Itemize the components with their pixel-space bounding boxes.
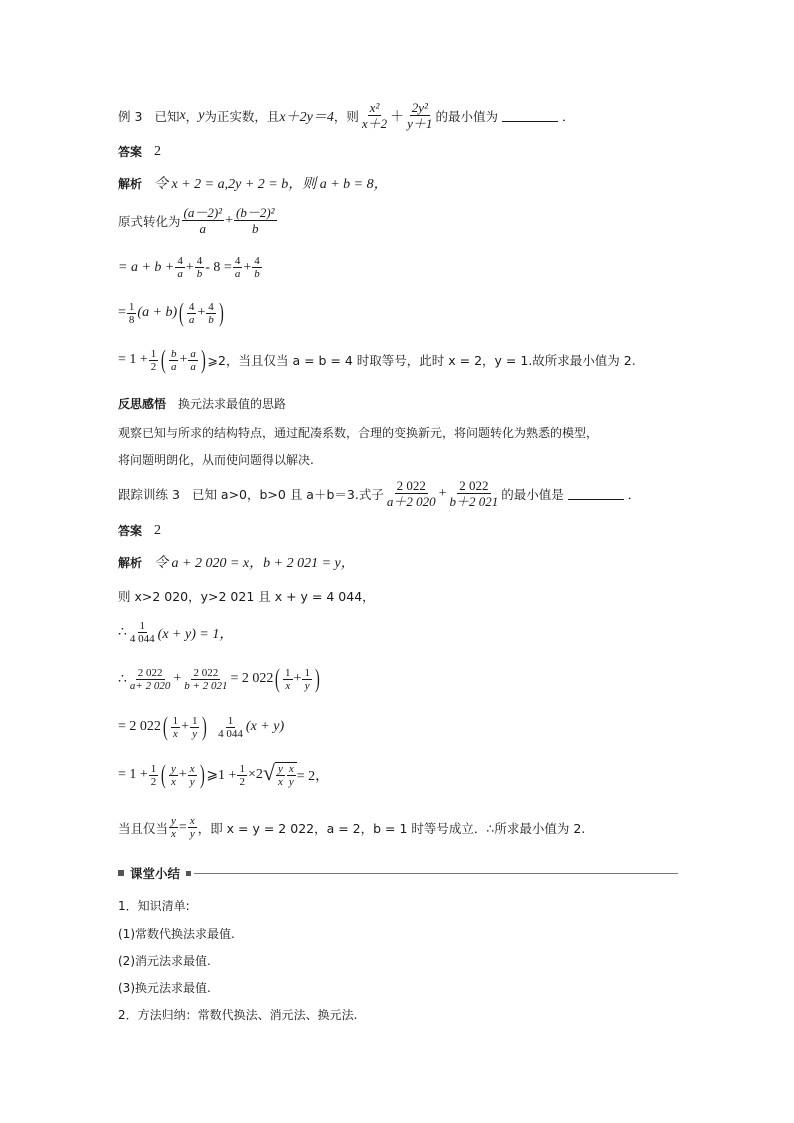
answer-label: 答案 (118, 524, 143, 538)
comma: ， (185, 108, 199, 124)
divider (194, 873, 678, 874)
answer-label: 答案 (118, 145, 143, 159)
solution-2-line-1 (118, 552, 355, 572)
solution-1-line-3: = a + b + $\frac{4}{a}$ + $\frac{4}{b}$ - 8 = $\frac{4}{a}$ + $\frac{4}{b}$ (118, 255, 260, 280)
reflection-heading (118, 395, 286, 412)
example-label: 例 3 (118, 108, 143, 124)
solution-2-line-4: ∴ $\frac{2 022}{a+ 2 020}$ + $\frac{2 022}{b + 2 021}$ = 2 022 ( $\frac{1}{x}$ + $\frac{1}{y}$ ) (118, 664, 320, 693)
plus-sign: ＋ (390, 109, 405, 125)
fraction-b: $\frac{\text{(b－2)²}}{b}$ (235, 205, 275, 236)
expr-a-plus-b: = a + b + (118, 259, 175, 275)
example-text-d: 的最小值为 (435, 108, 498, 124)
transform-prefix: 原式转化为 (118, 213, 181, 229)
exercise-label: 跟踪训练 3 (118, 486, 180, 502)
sqrt-symbol: √ $\frac{y}{x}$ $\frac{x}{y}$ (263, 762, 297, 788)
answer-2 (118, 522, 161, 539)
solution-label: 解析 (118, 555, 143, 570)
solution-2-line-5: = 2 022 ( $\frac{1}{x}$ + $\frac{1}{y}$ ) $\frac{1}{4 044}$ (x + y) (118, 712, 285, 741)
solution-1-line-5: = 1 + $\frac{1}{2}$ ( $\frac{b}{a}$ + $\frac{a}{a}$ ) ⩾2，当且仅当 a = b = 4 时取等号，此时 x = 2，y = 1.故所求最小值为 2. (118, 345, 636, 374)
exercise-text-b: 的最小值是 (501, 486, 564, 502)
solution-1-substitution: 令 x + 2 = a,2y + 2 = b，则 a + b = 8， (154, 177, 388, 192)
answer-blank (502, 109, 558, 122)
period: ． (561, 108, 575, 124)
solution-1-line-1 (118, 173, 388, 193)
answer-value: 2 (154, 522, 162, 538)
reflection-title: 换元法求最值的思路 (178, 397, 287, 411)
square-bullet-icon (118, 870, 124, 876)
reflection-line-1: 观察已知与所求的结构特点，通过配凑系数，合理的变换新元，将问题转化为熟悉的模型， (118, 426, 599, 440)
summary-item-1b: (2)消元法求最值. (118, 954, 211, 968)
summary-item-1c: (3)换元法求最值. (118, 981, 211, 995)
solution-2-line-7: 当且仅当 $\frac{y}{x}$ = $\frac{x}{y}$ ，即 x = y = 2 022，a = 2，b = 1 时等号成立．∴所求最小值为 2. (118, 815, 586, 840)
summary-title: 课堂小结 (130, 866, 181, 881)
square-bullet-icon (186, 871, 191, 876)
summary-item-2: 2．方法归纳：常数代换法、消元法、换元法. (118, 1008, 358, 1022)
fraction-y: $\frac{\text{2y²}}{y+1}$ (407, 100, 433, 131)
example-text-a: 已知 (154, 108, 180, 124)
reflection-label: 反思感悟 (118, 397, 167, 411)
answer-1 (118, 143, 161, 160)
solution-2-line-6: = 1 + $\frac{1}{2}$ ( $\frac{y}{x}$ + $\frac{x}{y}$ ) ⩾1 + $\frac{1}{2}$ ×2 √ $\frac{y}{x}$ $\frac{x}{y}$ = 2， (118, 760, 330, 789)
expr-minus-8: - 8 = (205, 259, 232, 275)
example-3-problem (118, 100, 574, 131)
solution-1-line-4: = $\frac{1}{8}$ (a + b) ( $\frac{4}{a}$ + $\frac{4}{b}$ ) (118, 298, 224, 327)
expr-a-plus-b-paren: (a + b) (137, 305, 178, 320)
summary-item-1: 1．知识清单: (118, 899, 190, 913)
solution-label: 解析 (118, 176, 143, 191)
example-text-c: ，则 (333, 108, 359, 124)
var-y: y (198, 107, 205, 123)
exercise-answer-blank (568, 487, 624, 500)
var-x: x (179, 107, 186, 123)
solution-2-line-3: ∴ $\frac{1}{4 044}$ (x + y) = 1， (118, 620, 234, 645)
exercise-3-problem: 跟踪训练 3 已知 a>0，b>0 且 a＋b＝3.式子 $\frac{2 022}{a+2 020}$ + $\frac{2 022}{b+2 021}$ 的最小值是 ． (118, 478, 641, 509)
fraction-x: $\frac{\text{x²}}{x+2}$ (361, 100, 388, 131)
solution-1-conclusion: ⩾2，当且仅当 a = b = 4 时取等号，此时 x = 2，y = 1.故所求最小值为 2. (207, 353, 636, 368)
summary-item-1a: (1)常数代换法求最值. (118, 927, 235, 941)
summary-section-header (118, 864, 678, 882)
exercise-text-a: 已知 a>0，b>0 且 a＋b＝3.式子 (191, 486, 384, 502)
answer-value: 2 (154, 143, 162, 159)
reflection-line-2: 将问题明朗化，从而使问题得以解决. (118, 453, 314, 467)
solution-2-conclusion: ，即 x = y = 2 022，a = 2，b = 1 时等号成立．∴所求最小值为 2. (197, 820, 586, 836)
solution-2-substitution: 令 a + 2 020 = x，b + 2 021 = y， (154, 556, 355, 571)
solution-1-line-2: 原式转化为 $\frac{\text{(a－2)²}}{a}$ + $\frac{\text{(b－2)²}}{b}$ (118, 205, 275, 236)
condition: x＋2y＝4 (279, 109, 334, 125)
solution-2-line-2: 则 x>2 020，y>2 021 且 x + y = 4 044， (118, 589, 375, 604)
fraction-a: $\frac{\text{(a－2)²}}{a}$ (183, 205, 223, 236)
example-text-b: 为正实数，且 (204, 108, 280, 124)
